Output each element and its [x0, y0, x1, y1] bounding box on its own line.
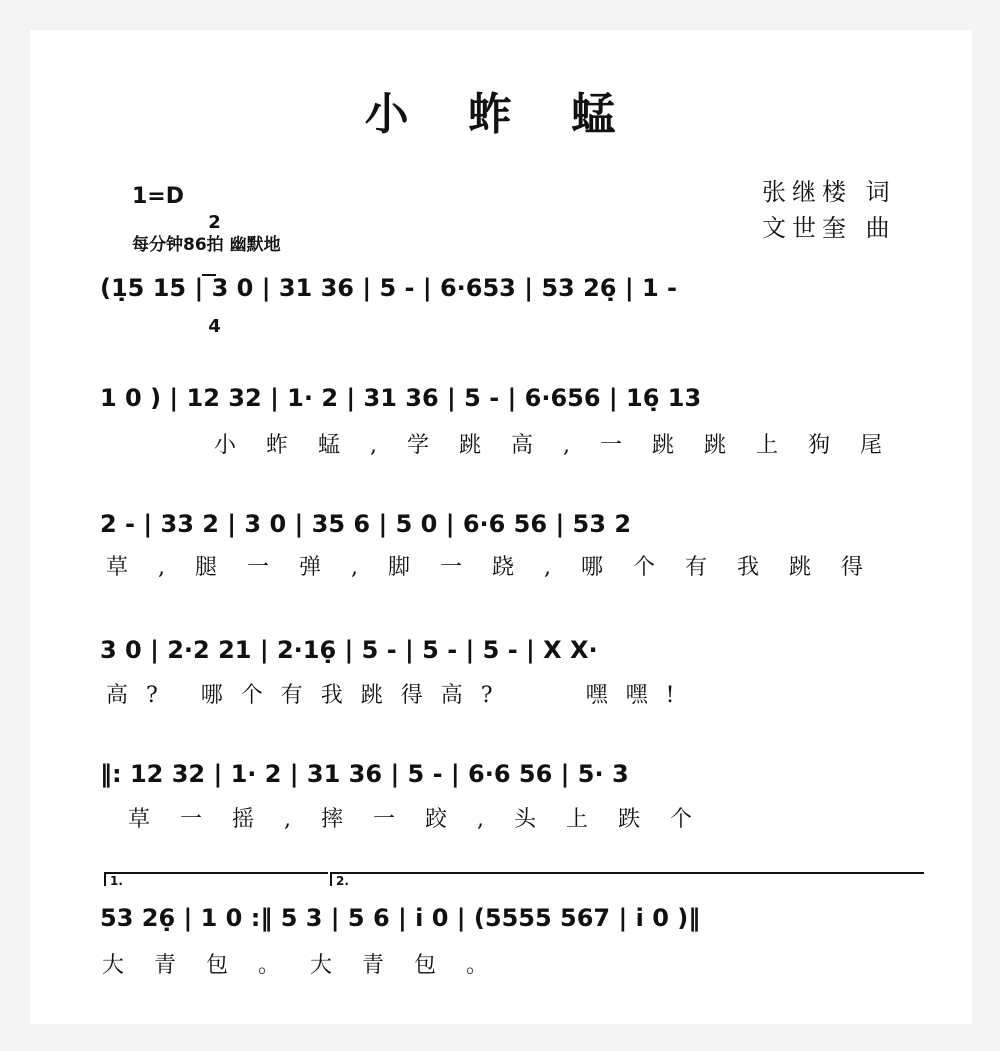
- notation-line-2: [100, 376, 930, 420]
- notes: (1̣5 15 | 3 0 | 31 36 | 5 - | 6·653 | 53 26̣ | 1 -: [100, 274, 677, 302]
- notes: 2 - | 33 2 | 3 0 | 35 6 | 5 0 | 6·6 56 | 53 2: [100, 510, 632, 538]
- notation-line-3: [100, 502, 930, 546]
- notes: 3 0 | 2·2 21 | 2·16̣ | 5 - | 5 - | 5 - | X X·: [100, 636, 598, 664]
- score-page: [30, 30, 972, 1024]
- composer: 文世奎 曲: [762, 214, 896, 242]
- lyric-line-2: 草,腿一弹,脚一跷,哪个有我跳得: [106, 555, 893, 580]
- notes: 1 0 ) | 12 32 | 1· 2 | 31 36 | 5 - | 6·656 | 16̣ 13: [100, 384, 702, 412]
- volta-bracket-1: [104, 872, 328, 886]
- volta-2-label: 2.: [336, 874, 349, 888]
- tempo-marking: 每分钟86拍 幽默地: [132, 235, 281, 255]
- lyric-line-1: 小蚱蜢,学跳高,一跳跳上狗尾: [214, 433, 912, 458]
- lyricist: 张继楼 词: [762, 178, 896, 206]
- time-signature-denominator: 4: [208, 316, 221, 337]
- lyric-line-5: 大青包。大青包。: [102, 953, 519, 978]
- notation-line-5: [100, 752, 930, 796]
- lyric-line-3: 高? 哪个有我跳得高? 嘿嘿!: [106, 683, 693, 708]
- key-signature: 1=D: [132, 184, 185, 209]
- notation-line-1: [100, 266, 930, 310]
- time-signature-numerator: 2: [208, 212, 221, 233]
- notes: 53 26̣ | 1 0 :‖ 5 3 | 5 6 | i 0 | (5555 567 | i 0 )‖: [100, 904, 701, 932]
- song-title: 小 蚱 蜢: [364, 89, 638, 140]
- volta-bracket-2: [330, 872, 924, 886]
- notation-line-4: [100, 628, 930, 672]
- volta-1-label: 1.: [110, 874, 123, 888]
- notes: ‖: 12 32 | 1· 2 | 31 36 | 5 - | 6·6 56 | 5· 3: [100, 760, 629, 788]
- lyric-line-4: 草一摇,摔一跤,头上跌个: [128, 807, 722, 832]
- notation-line-6: [100, 896, 930, 940]
